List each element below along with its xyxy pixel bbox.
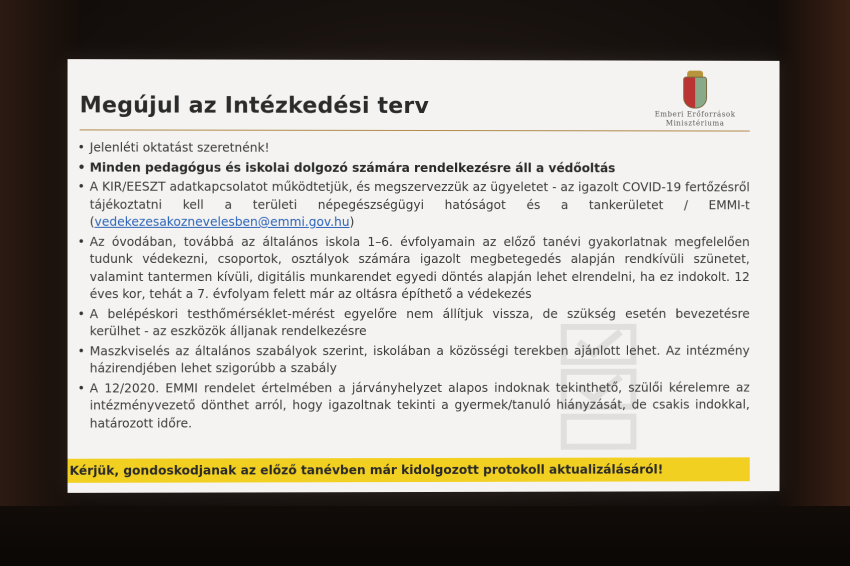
bullet-text: A KIR/EESZT adatkapcsolatot működtetjük, és megszervezzük az ügyeletet - az igazolt COVID-19 fertőzésről tájékoztatni kell a területi népegészségügyi hatóságot és a tankerületet / EMMI-t ( [89, 179, 750, 229]
bullet-item: • Jelenléti oktatást szeretnénk! [78, 139, 750, 157]
title-divider [80, 129, 750, 131]
email-link[interactable]: vedekezesakoznevelesben@emmi.gov.hu [94, 214, 350, 229]
projected-slide [68, 59, 780, 493]
slide-title: Megújul az Intézkedési terv [79, 93, 429, 120]
logo-line-1: Emberi Erőforrások [654, 110, 736, 119]
bullet-item: • A 12/2020. EMMI rendelet értelmében a járványhelyzet alapos indoknak tekinthető, szülői kérelemre az intézményvezető dönthet arról, hogy igazoltnak tekinti a gyermek/tanuló hiányzását, de csakis indokkal, határozott időre. [78, 379, 750, 433]
bullet-item: • A belépéskori testhőmérséklet-mérést egyelőre nem állítjuk vissza, de szükség esetén bevezetésre kerülhet - az eszközök álljanak rendelkezésre [78, 305, 750, 340]
stage-floor [0, 506, 850, 566]
ministry-logo [640, 71, 749, 129]
bullet-item: • Minden pedagógus és iskolai dolgozó számára rendelkezésre áll a védőoltás [78, 159, 750, 177]
bullet-text: ) [349, 214, 355, 229]
coat-of-arms-icon [683, 77, 707, 109]
bullet-item [78, 179, 750, 232]
callout-banner: Kérjük, gondoskodjanak az előző tanévben már kidolgozott protokoll aktualizálásáról! [68, 457, 750, 483]
bullet-item: • Maszkviselés az általános szabályok szerint, iskolában a közösségi terekben ajánlott lehet. Az intézmény házirendjében lehet szigorúbb a szabály [78, 342, 750, 378]
logo-line-2: Minisztériuma [665, 119, 725, 128]
bullet-list [78, 139, 750, 434]
right-curtain [778, 0, 850, 566]
bullet-item: • Az óvodában, továbbá az általános iskola 1–6. évfolyamain az előző tanévi gyakorlatnak megfelelően tudunk védekezni, csoportok, osztályok számára igazolt megbetegedés alapján rendkívüli szünetet, valamint tantermen kívüli, digitális munkarendet egyedi döntés alapján lehet elrendelni, ha ez indokolt. 12 éves kor, tehát a 7. évfolyam felett már az oltásra építhető a védekezés [78, 233, 750, 303]
